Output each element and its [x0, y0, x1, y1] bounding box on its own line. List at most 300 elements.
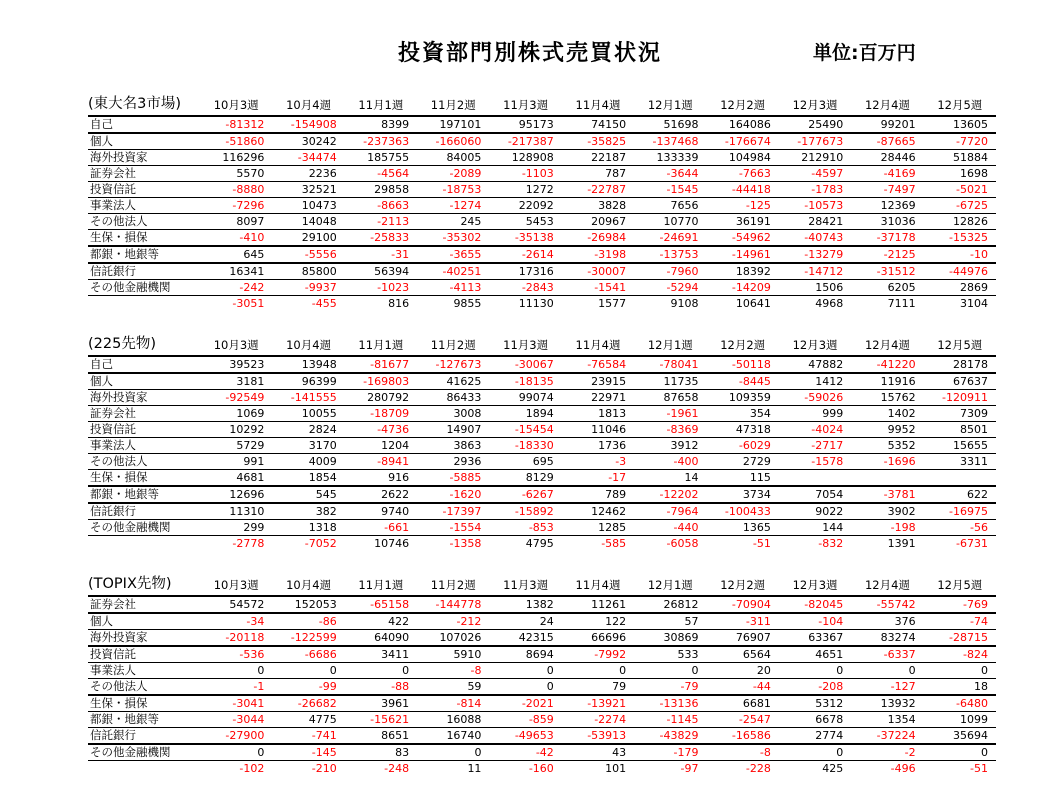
- value-cell: 1854: [272, 470, 344, 487]
- value-cell: -44: [707, 679, 779, 696]
- value-cell: 7656: [634, 198, 706, 214]
- value-cell: 59: [417, 679, 489, 696]
- value-cell: -87665: [851, 133, 923, 150]
- value-cell: -7960: [634, 263, 706, 280]
- table-row: [88, 712, 996, 728]
- row-label: 個人: [88, 613, 200, 630]
- value-cell: -7052: [272, 536, 344, 552]
- row-label: 事業法人: [88, 663, 200, 679]
- column-header: 10月4週: [272, 572, 344, 596]
- value-cell: 280792: [345, 390, 417, 406]
- table-row: [88, 182, 996, 198]
- value-cell: 916: [345, 470, 417, 487]
- value-cell: 1736: [562, 438, 634, 454]
- value-cell: -154908: [272, 116, 344, 133]
- value-cell: 4968: [779, 296, 851, 312]
- value-cell: -81312: [200, 116, 272, 133]
- value-cell: 29858: [345, 182, 417, 198]
- value-cell: -2089: [417, 166, 489, 182]
- value-cell: 13932: [851, 695, 923, 712]
- value-cell: -1620: [417, 486, 489, 503]
- value-cell: 64090: [345, 630, 417, 647]
- value-cell: 6564: [707, 646, 779, 663]
- value-cell: -14712: [779, 263, 851, 280]
- row-label: 自己: [88, 356, 200, 373]
- value-cell: -76584: [562, 356, 634, 373]
- row-label: その他金融機関: [88, 744, 200, 761]
- value-cell: 22971: [562, 390, 634, 406]
- value-cell: -242: [200, 280, 272, 296]
- row-label: 生保・損保: [88, 230, 200, 247]
- value-cell: -17397: [417, 503, 489, 520]
- header-row: [88, 572, 996, 596]
- value-cell: -166060: [417, 133, 489, 150]
- value-cell: 14907: [417, 422, 489, 438]
- value-cell: 115: [707, 470, 779, 487]
- value-cell: 42315: [489, 630, 561, 647]
- value-cell: 43: [562, 744, 634, 761]
- value-cell: 116296: [200, 150, 272, 166]
- value-cell: -8941: [345, 454, 417, 470]
- value-cell: 4775: [272, 712, 344, 728]
- value-cell: 86433: [417, 390, 489, 406]
- value-cell: -51: [924, 761, 996, 777]
- value-cell: 1318: [272, 520, 344, 536]
- column-header: 12月4週: [851, 332, 923, 356]
- column-header: 12月4週: [851, 92, 923, 116]
- value-cell: -18753: [417, 182, 489, 198]
- row-label: 生保・損保: [88, 695, 200, 712]
- value-cell: 76907: [707, 630, 779, 647]
- value-cell: -6480: [924, 695, 996, 712]
- value-cell: 18392: [707, 263, 779, 280]
- row-label: 生保・損保: [88, 470, 200, 487]
- value-cell: -27900: [200, 728, 272, 745]
- value-cell: 39523: [200, 356, 272, 373]
- value-cell: 63367: [779, 630, 851, 647]
- value-cell: -7663: [707, 166, 779, 182]
- value-cell: 16740: [417, 728, 489, 745]
- value-cell: 17316: [489, 263, 561, 280]
- value-cell: -1274: [417, 198, 489, 214]
- value-cell: 35694: [924, 728, 996, 745]
- column-header: 12月1週: [634, 332, 706, 356]
- value-cell: 354: [707, 406, 779, 422]
- value-cell: -1578: [779, 454, 851, 470]
- value-cell: 9952: [851, 422, 923, 438]
- value-cell: -34474: [272, 150, 344, 166]
- table-row: [88, 263, 996, 280]
- column-header: 10月3週: [200, 332, 272, 356]
- table-row: [88, 454, 996, 470]
- value-cell: -212: [417, 613, 489, 630]
- value-cell: 51698: [634, 116, 706, 133]
- value-cell: 3311: [924, 454, 996, 470]
- value-cell: 9022: [779, 503, 851, 520]
- value-cell: 425: [779, 761, 851, 777]
- value-cell: 2869: [924, 280, 996, 296]
- value-cell: -18135: [489, 373, 561, 390]
- value-cell: 3181: [200, 373, 272, 390]
- value-cell: -832: [779, 536, 851, 552]
- row-label: 事業法人: [88, 198, 200, 214]
- value-cell: -4564: [345, 166, 417, 182]
- value-cell: 28446: [851, 150, 923, 166]
- value-cell: 30869: [634, 630, 706, 647]
- value-cell: -141555: [272, 390, 344, 406]
- row-label: 都銀・地銀等: [88, 486, 200, 503]
- value-cell: 99201: [851, 116, 923, 133]
- value-cell: 25490: [779, 116, 851, 133]
- value-cell: -18330: [489, 438, 561, 454]
- value-cell: -1541: [562, 280, 634, 296]
- value-cell: 14: [634, 470, 706, 487]
- value-cell: [924, 470, 996, 487]
- value-cell: 0: [924, 744, 996, 761]
- row-label: [88, 761, 200, 777]
- value-cell: -160: [489, 761, 561, 777]
- value-cell: 3961: [345, 695, 417, 712]
- value-cell: -127673: [417, 356, 489, 373]
- value-cell: -3041: [200, 695, 272, 712]
- value-cell: -44418: [707, 182, 779, 198]
- value-cell: 545: [272, 486, 344, 503]
- value-cell: 8097: [200, 214, 272, 230]
- value-cell: 9108: [634, 296, 706, 312]
- value-cell: -1145: [634, 712, 706, 728]
- value-cell: -814: [417, 695, 489, 712]
- table-row: [88, 744, 996, 761]
- value-cell: 109359: [707, 390, 779, 406]
- value-cell: 57: [634, 613, 706, 630]
- value-cell: -4113: [417, 280, 489, 296]
- value-cell: -35302: [417, 230, 489, 247]
- column-header: 12月3週: [779, 332, 851, 356]
- value-cell: 9740: [345, 503, 417, 520]
- value-cell: 32521: [272, 182, 344, 198]
- section-table-tokyo-3-markets: [88, 92, 996, 311]
- value-cell: 1099: [924, 712, 996, 728]
- value-cell: -3198: [562, 246, 634, 263]
- value-cell: 10055: [272, 406, 344, 422]
- column-header: 11月3週: [489, 572, 561, 596]
- value-cell: 1382: [489, 596, 561, 613]
- value-cell: -8: [707, 744, 779, 761]
- row-label: [88, 296, 200, 312]
- value-cell: -198: [851, 520, 923, 536]
- value-cell: -769: [924, 596, 996, 613]
- value-cell: 1402: [851, 406, 923, 422]
- value-cell: 3912: [634, 438, 706, 454]
- value-cell: -4169: [851, 166, 923, 182]
- value-cell: 47318: [707, 422, 779, 438]
- value-cell: 1412: [779, 373, 851, 390]
- value-cell: -6029: [707, 438, 779, 454]
- row-label: 自己: [88, 116, 200, 133]
- total-row: [88, 296, 996, 312]
- row-label: 証券会社: [88, 406, 200, 422]
- value-cell: -13279: [779, 246, 851, 263]
- value-cell: 5453: [489, 214, 561, 230]
- value-cell: -7720: [924, 133, 996, 150]
- row-label: 投資信託: [88, 646, 200, 663]
- value-cell: -3051: [200, 296, 272, 312]
- value-cell: -2547: [707, 712, 779, 728]
- value-cell: 185755: [345, 150, 417, 166]
- value-cell: 1365: [707, 520, 779, 536]
- value-cell: -16975: [924, 503, 996, 520]
- total-row: [88, 761, 996, 777]
- value-cell: 0: [779, 663, 851, 679]
- value-cell: 66696: [562, 630, 634, 647]
- value-cell: 787: [562, 166, 634, 182]
- value-cell: 3170: [272, 438, 344, 454]
- value-cell: 3411: [345, 646, 417, 663]
- row-label: その他法人: [88, 214, 200, 230]
- value-cell: 67637: [924, 373, 996, 390]
- value-cell: 5570: [200, 166, 272, 182]
- value-cell: -1545: [634, 182, 706, 198]
- value-cell: -37178: [851, 230, 923, 247]
- value-cell: 3734: [707, 486, 779, 503]
- value-cell: -824: [924, 646, 996, 663]
- value-cell: -2125: [851, 246, 923, 263]
- value-cell: 26812: [634, 596, 706, 613]
- value-cell: -237363: [345, 133, 417, 150]
- value-cell: -455: [272, 296, 344, 312]
- table-row: [88, 663, 996, 679]
- value-cell: -2021: [489, 695, 561, 712]
- row-label: 海外投資家: [88, 630, 200, 647]
- value-cell: 7309: [924, 406, 996, 422]
- table-row: [88, 390, 996, 406]
- value-cell: 3008: [417, 406, 489, 422]
- value-cell: -122599: [272, 630, 344, 647]
- column-header: 12月4週: [851, 572, 923, 596]
- value-cell: -102: [200, 761, 272, 777]
- row-label: [88, 536, 200, 552]
- table-row: [88, 166, 996, 182]
- value-cell: -6731: [924, 536, 996, 552]
- column-header: 10月3週: [200, 92, 272, 116]
- value-cell: 99074: [489, 390, 561, 406]
- value-cell: -3781: [851, 486, 923, 503]
- value-cell: -31: [345, 246, 417, 263]
- value-cell: 2729: [707, 454, 779, 470]
- value-cell: 24: [489, 613, 561, 630]
- value-cell: 11310: [200, 503, 272, 520]
- value-cell: 104984: [707, 150, 779, 166]
- value-cell: -81677: [345, 356, 417, 373]
- table-row: [88, 246, 996, 263]
- value-cell: 8694: [489, 646, 561, 663]
- value-cell: 10746: [345, 536, 417, 552]
- value-cell: 16341: [200, 263, 272, 280]
- value-cell: 6205: [851, 280, 923, 296]
- value-cell: -127: [851, 679, 923, 696]
- value-cell: -25833: [345, 230, 417, 247]
- value-cell: 28178: [924, 356, 996, 373]
- value-cell: -53913: [562, 728, 634, 745]
- value-cell: [851, 470, 923, 487]
- value-cell: -99: [272, 679, 344, 696]
- value-cell: 152053: [272, 596, 344, 613]
- value-cell: 1506: [779, 280, 851, 296]
- value-cell: -28715: [924, 630, 996, 647]
- value-cell: 4795: [489, 536, 561, 552]
- value-cell: 8399: [345, 116, 417, 133]
- value-cell: -410: [200, 230, 272, 247]
- value-cell: 5312: [779, 695, 851, 712]
- value-cell: 54572: [200, 596, 272, 613]
- value-cell: -37224: [851, 728, 923, 745]
- value-cell: 0: [851, 663, 923, 679]
- table-row: [88, 470, 996, 487]
- value-cell: -6686: [272, 646, 344, 663]
- value-cell: -14961: [707, 246, 779, 263]
- value-cell: 1204: [345, 438, 417, 454]
- value-cell: -13753: [634, 246, 706, 263]
- value-cell: 0: [345, 663, 417, 679]
- value-cell: -104: [779, 613, 851, 630]
- value-cell: 0: [489, 663, 561, 679]
- value-cell: 7054: [779, 486, 851, 503]
- row-label: 海外投資家: [88, 150, 200, 166]
- value-cell: -16586: [707, 728, 779, 745]
- value-cell: 3902: [851, 503, 923, 520]
- value-cell: 2824: [272, 422, 344, 438]
- page-title: 投資部門別株式売買状況: [398, 41, 663, 66]
- value-cell: 12462: [562, 503, 634, 520]
- value-cell: 9855: [417, 296, 489, 312]
- value-cell: 1577: [562, 296, 634, 312]
- value-cell: 2936: [417, 454, 489, 470]
- value-cell: 11130: [489, 296, 561, 312]
- value-cell: -65158: [345, 596, 417, 613]
- value-cell: 645: [200, 246, 272, 263]
- value-cell: 122: [562, 613, 634, 630]
- table-row: [88, 503, 996, 520]
- value-cell: -8880: [200, 182, 272, 198]
- row-label: その他金融機関: [88, 280, 200, 296]
- value-cell: -13136: [634, 695, 706, 712]
- section-title: (225先物): [88, 332, 200, 356]
- value-cell: 2622: [345, 486, 417, 503]
- value-cell: -88: [345, 679, 417, 696]
- value-cell: -1023: [345, 280, 417, 296]
- value-cell: -177673: [779, 133, 851, 150]
- section-table-nikkei225-futures: [88, 332, 996, 551]
- row-label: 信託銀行: [88, 728, 200, 745]
- row-label: 都銀・地銀等: [88, 246, 200, 263]
- table-row: [88, 230, 996, 247]
- value-cell: 6678: [779, 712, 851, 728]
- value-cell: 8501: [924, 422, 996, 438]
- value-cell: -74: [924, 613, 996, 630]
- value-cell: 96399: [272, 373, 344, 390]
- table-row: [88, 150, 996, 166]
- value-cell: 382: [272, 503, 344, 520]
- value-cell: -1103: [489, 166, 561, 182]
- value-cell: -9937: [272, 280, 344, 296]
- value-cell: -20118: [200, 630, 272, 647]
- value-cell: 1272: [489, 182, 561, 198]
- total-row: [88, 536, 996, 552]
- section-title: (東大名3市場): [88, 92, 200, 116]
- column-header: 12月3週: [779, 572, 851, 596]
- column-header: 11月1週: [345, 572, 417, 596]
- column-header: 10月4週: [272, 92, 344, 116]
- value-cell: -208: [779, 679, 851, 696]
- row-label: 事業法人: [88, 438, 200, 454]
- tables-area: [88, 92, 996, 797]
- value-cell: -12202: [634, 486, 706, 503]
- value-cell: 47882: [779, 356, 851, 373]
- value-cell: -3: [562, 454, 634, 470]
- value-cell: -137468: [634, 133, 706, 150]
- value-cell: -15454: [489, 422, 561, 438]
- table-row: [88, 613, 996, 630]
- value-cell: -853: [489, 520, 561, 536]
- value-cell: -17: [562, 470, 634, 487]
- value-cell: 31036: [851, 214, 923, 230]
- value-cell: -585: [562, 536, 634, 552]
- table-row: [88, 422, 996, 438]
- value-cell: -741: [272, 728, 344, 745]
- value-cell: 15762: [851, 390, 923, 406]
- value-cell: 212910: [779, 150, 851, 166]
- value-cell: 0: [489, 679, 561, 696]
- value-cell: 12369: [851, 198, 923, 214]
- value-cell: 1354: [851, 712, 923, 728]
- value-cell: -169803: [345, 373, 417, 390]
- value-cell: -10: [924, 246, 996, 263]
- column-header: 11月2週: [417, 92, 489, 116]
- section-title: (TOPIX先物): [88, 572, 200, 596]
- value-cell: 3828: [562, 198, 634, 214]
- column-header: 11月2週: [417, 332, 489, 356]
- row-label: その他金融機関: [88, 520, 200, 536]
- value-cell: -1783: [779, 182, 851, 198]
- row-label: 証券会社: [88, 596, 200, 613]
- value-cell: 22187: [562, 150, 634, 166]
- value-cell: -8369: [634, 422, 706, 438]
- value-cell: -6337: [851, 646, 923, 663]
- value-cell: 299: [200, 520, 272, 536]
- value-cell: -41220: [851, 356, 923, 373]
- value-cell: -22787: [562, 182, 634, 198]
- value-cell: -7964: [634, 503, 706, 520]
- table-row: [88, 520, 996, 536]
- value-cell: 6681: [707, 695, 779, 712]
- value-cell: -1358: [417, 536, 489, 552]
- value-cell: 20: [707, 663, 779, 679]
- value-cell: -92549: [200, 390, 272, 406]
- row-label: その他法人: [88, 454, 200, 470]
- value-cell: 164086: [707, 116, 779, 133]
- value-cell: 79: [562, 679, 634, 696]
- value-cell: 0: [562, 663, 634, 679]
- value-cell: 41625: [417, 373, 489, 390]
- value-cell: 5352: [851, 438, 923, 454]
- value-cell: -120911: [924, 390, 996, 406]
- table-row: [88, 280, 996, 296]
- value-cell: -49653: [489, 728, 561, 745]
- value-cell: 10473: [272, 198, 344, 214]
- value-cell: 20967: [562, 214, 634, 230]
- value-cell: -40251: [417, 263, 489, 280]
- value-cell: 11735: [634, 373, 706, 390]
